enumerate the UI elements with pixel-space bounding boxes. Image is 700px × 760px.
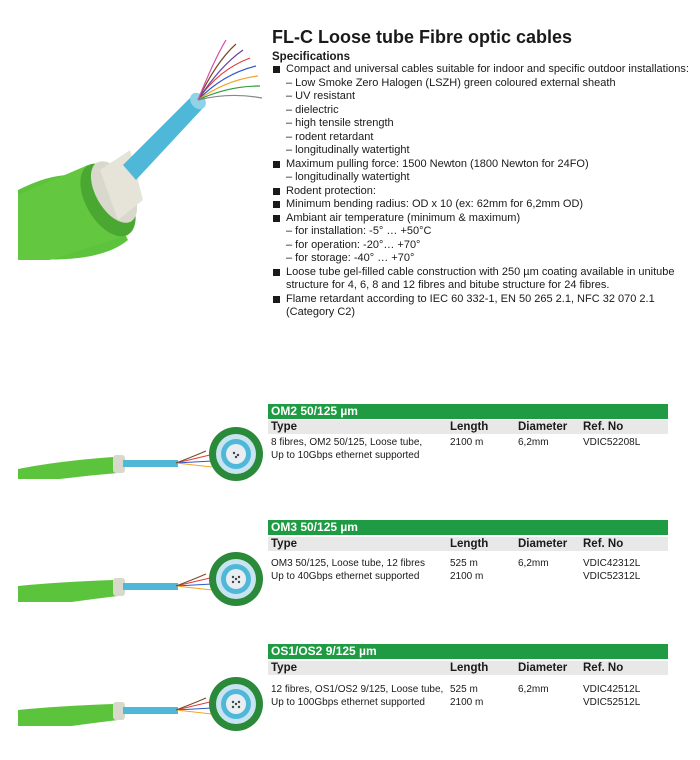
- cable-cross-section: [208, 676, 264, 732]
- fibre-cable-illustration: [18, 40, 268, 260]
- product-header: OS1/OS2 9/125 µm: [268, 644, 668, 659]
- cable-side-illustration: [18, 429, 218, 479]
- spec-item: Maximum pulling force: 1500 Newton (1800 Newton for 24FO) – longitudinally watertight: [272, 158, 692, 185]
- cable-cross-section: [208, 426, 264, 482]
- cable-side-illustration: [18, 552, 218, 602]
- table-row: 12 fibres, OS1/OS2 9/125, Loose tube, Up to 100Gbps ethernet supported 525 m 2100 m 6,2mm VDIC42512L VDIC52512L: [271, 684, 641, 708]
- product-os1-os2: [0, 644, 700, 760]
- cable-cross-section: [208, 551, 264, 607]
- product-om3: [0, 520, 700, 640]
- specifications-list: [272, 63, 692, 320]
- column-headers: Type Length Diameter Ref. No: [268, 420, 668, 434]
- page-title: FL-C Loose tube Fibre optic cables: [272, 27, 573, 47]
- spec-item: Rodent protection:: [272, 185, 692, 199]
- spec-item: Ambiant air temperature (minimum & maximum) – for installation: -5° … +50°C – for operation: -20°… +70° – for storage: -40° … +70°: [272, 212, 692, 266]
- product-om2: [0, 404, 700, 524]
- spec-item: Compact and universal cables suitable for indoor and specific outdoor installations: – Low Smoke Zero Halogen (LSZH) green coloured external sheath – UV resistant – dielectric – high tensile strength – rodent retardant – longitudinally watertight: [272, 63, 692, 158]
- product-header: OM3 50/125 µm: [268, 520, 668, 535]
- spec-item: Minimum bending radius: OD x 10 (ex: 62mm for 6,2mm OD): [272, 198, 692, 212]
- spec-item: Flame retardant according to IEC 60 332-1, EN 50 265 2.1, NFC 32 070 2.1 (Category C2): [272, 293, 692, 320]
- spec-item: Loose tube gel-filled cable construction with 250 µm coating available in unitube structure for 4, 6, 8 and 12 fibres and bitube structure for 24 fibres.: [272, 266, 692, 293]
- specifications-heading: Specifications: [272, 51, 350, 63]
- table-row: 8 fibres, OM2 50/125, Loose tube, Up to 10Gbps ethernet supported 2100 m 6,2mm VDIC52208L: [271, 437, 641, 461]
- column-headers: Type Length Diameter Ref. No: [268, 661, 668, 675]
- cable-side-illustration: [18, 676, 218, 726]
- column-headers: Type Length Diameter Ref. No: [268, 537, 668, 551]
- product-header: OM2 50/125 µm: [268, 404, 668, 419]
- table-row: OM3 50/125, Loose tube, 12 fibres Up to 40Gbps ethernet supported 525 m 2100 m 6,2mm VDIC42312L VDIC52312L: [271, 558, 641, 582]
